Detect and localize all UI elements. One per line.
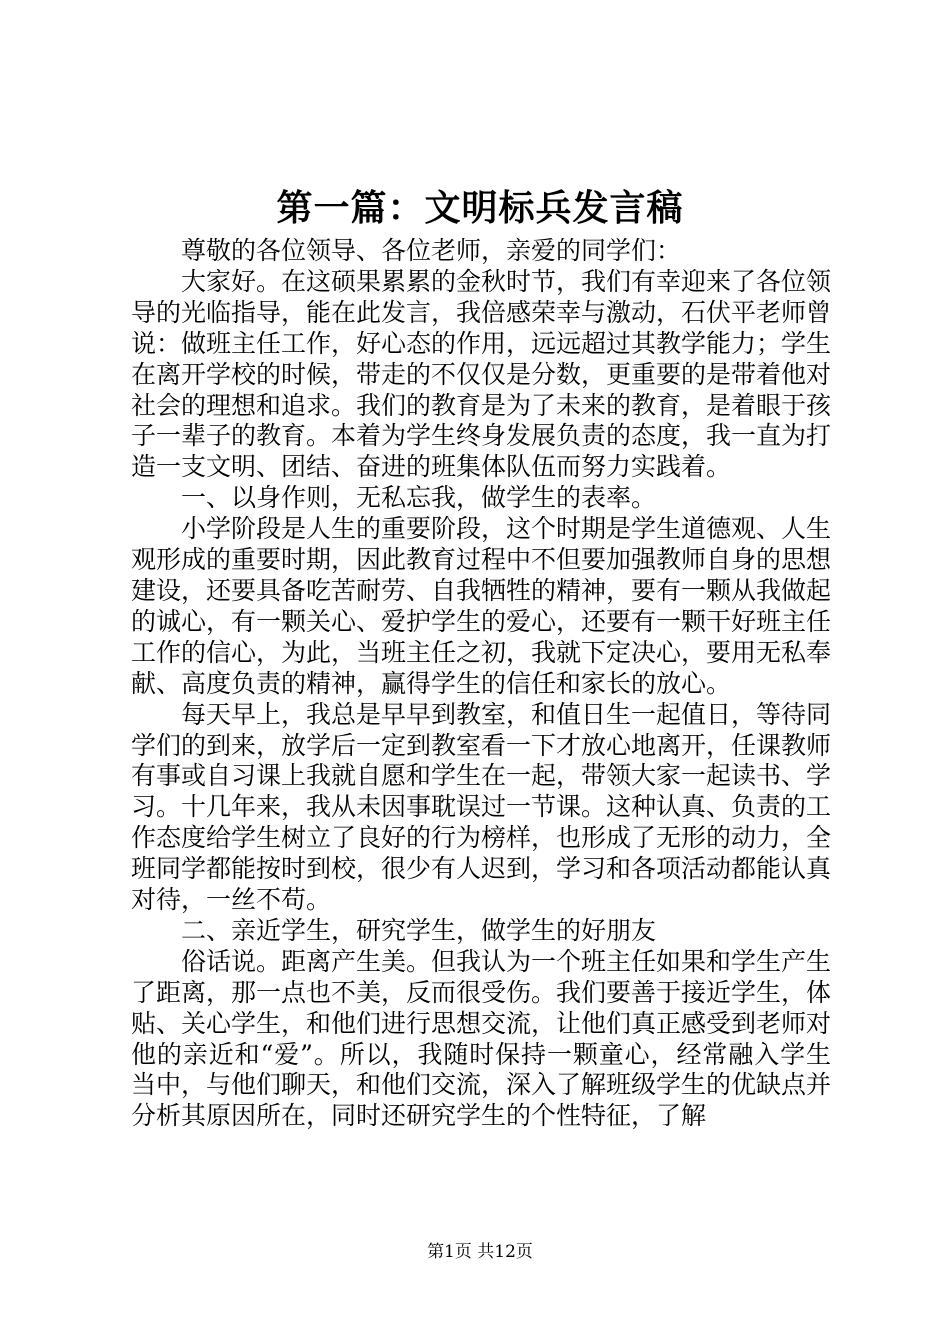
document-title: 第一篇：文明标兵发言稿 bbox=[276, 187, 684, 229]
page-footer: 第1页 共12页 bbox=[427, 1242, 533, 1262]
paragraph-greeting: 大家好。在这硕果累累的金秋时节，我们有幸迎来了各位领导的光临指导，能在此发言，我倍感荣幸与激动，石伏平老师曾说：做班主任工作，好心态的作用，远远超过其教学能力；学生在离开学校的时候，带走的不仅仅是分数，更重要的是带着他对社会的理想和追求。我们的教育是为了未来的教育，是着眼于孩子一辈子的教育。本着为学生终身发展负责的态度，我一直为打造一支文明、团结、奋进的班集体队伍而努力实践着。 bbox=[131, 266, 832, 482]
section-heading-2: 二、亲近学生，研究学生，做学生的好朋友 bbox=[181, 915, 657, 945]
paragraph-salutation: 尊敬的各位领导、各位老师，亲爱的同学们： bbox=[181, 236, 682, 265]
section-heading-1: 一、以身作则，无私忘我，做学生的表率。 bbox=[181, 483, 657, 513]
paragraph-section-1-a: 小学阶段是人生的重要阶段，这个时期是学生道德观、人生观形成的重要时期，因此教育过程中不但要加强教师自身的思想建设，还要具备吃苦耐劳、自我牺牲的精神，要有一颗从我做起的诚心，有一颗关心、爱护学生的爱心，还要有一颗干好班主任工作的信心，为此，当班主任之初，我就下定决心，要用无私奉献、高度负责的精神，赢得学生的信任和家长的放心。 bbox=[131, 514, 832, 698]
paragraph-section-2-a: 俗话说。距离产生美。但我认为一个班主任如果和学生产生了距离，那一点也不美，反而很受伤。我们要善于接近学生，体贴、关心学生，和他们进行思想交流，让他们真正感受到老师对他的亲近和“爱”。所以，我随时保持一颗童心，经常融入学生当中，与他们聊天，和他们交流，深入了解班级学生的优缺点并分析其原因所在，同时还研究学生的个性特征，了解 bbox=[131, 946, 832, 1131]
document-body bbox=[131, 236, 831, 1132]
paragraph-section-1-b: 每天早上，我总是早早到教室，和值日生一起值日，等待同学们的到来，放学后一定到教室看一下才放心地离开，任课教师有事或自习课上我就自愿和学生在一起，带领大家一起读书、学习。十几年来，我从未因事耽误过一节课。这种认真、负责的工作态度给学生树立了良好的行为榜样，也形成了无形的动力，全班同学都能按时到校，很少有人迟到，学习和各项活动都能认真对待，一丝不苟。 bbox=[131, 699, 832, 915]
